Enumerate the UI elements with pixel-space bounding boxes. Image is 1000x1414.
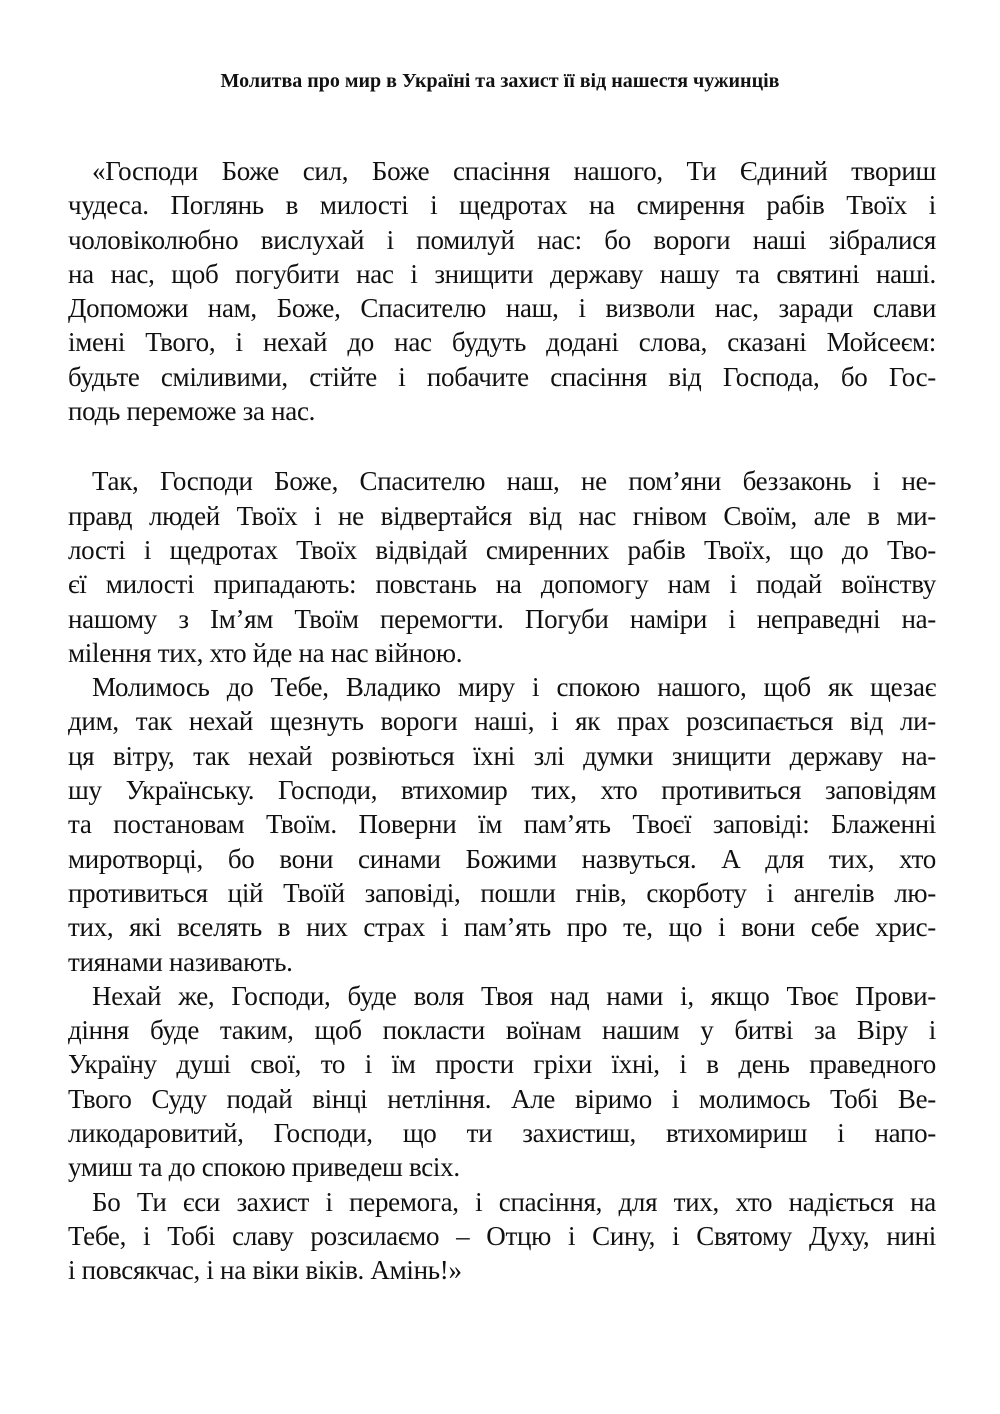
text-line: і повсякчас, і на віки віків. Амінь!»	[68, 1255, 462, 1286]
text-line: міlення тих, хто йде на нас війною.	[68, 637, 463, 668]
paragraph-gap	[68, 428, 936, 464]
text-line: діння буде таким, щоб покласти воїнам нашим у битві за Віру і	[68, 1015, 936, 1046]
paragraph	[68, 670, 936, 979]
text-line: Тебе, і Тобі славу розсилаємо – Отцю і Сину, і Святому Духу, нині	[68, 1220, 936, 1251]
text-line: подь переможе за нас.	[68, 396, 316, 427]
text-line: умиш та до спокою приведеш всіх.	[68, 1152, 460, 1183]
text-line: нашому з Ім’ям Твоїм перемогти. Погуби наміри і неправедні на-	[68, 603, 936, 634]
text-line: Молимось до Тебе, Владико миру і спокою нашого, щоб як щезає	[92, 672, 936, 703]
paragraph	[68, 979, 936, 1185]
prayer-body	[68, 154, 936, 1288]
text-line: шу Українську. Господи, втихомир тих, хто противиться заповідям	[68, 775, 936, 806]
text-line: лості і щедротах Твоїх відвідай смиренних рабів Твоїх, що до Тво-	[68, 534, 936, 565]
text-line: дим, так нехай щезнуть вороги наші, і як прах розсипається від ли-	[68, 706, 936, 737]
text-line: Твого Суду подай вінці нетління. Але віримо і молимось Тобі Ве-	[68, 1083, 936, 1114]
text-line: чудеса. Поглянь в милості і щедротах на смирення рабів Твоїх і	[68, 190, 936, 221]
text-line: противиться цій Твоїй заповіді, пошли гнів, скорботу і ангелів лю-	[68, 877, 936, 908]
text-line: миротворці, бо вони синами Божими назвуться. А для тих, хто	[68, 843, 936, 874]
text-line: на нас, щоб погубити нас і знищити державу нашу та святині наші.	[68, 258, 936, 289]
text-line: Допоможи нам, Боже, Спасителю наш, і визволи нас, заради слави	[68, 293, 936, 324]
text-line: Нехай же, Господи, буде воля Твоя над нами і, якщо Твоє Прови-	[92, 980, 936, 1011]
paragraph	[68, 1185, 936, 1288]
text-line: Україну душі свої, то і їм прости гріхи їхні, і в день праведного	[68, 1049, 936, 1080]
text-line: єї милості припадають: повстань на допомогу нам і подай воїнству	[68, 569, 936, 600]
text-line: правд людей Твоїх і не відвертайся від нас гнівом Своїм, але в ми-	[68, 500, 936, 531]
paragraph	[68, 464, 936, 670]
text-line: ця вітру, так нехай розвіються їхні злі думки знищити державу на-	[68, 740, 936, 771]
text-line: чоловіколюбно вислухай і помилуй нас: бо вороги наші зібралися	[68, 224, 936, 255]
document-title: Молитва про мир в Україні та захист її від нашестя чужинців	[220, 70, 780, 92]
text-line: будьте сміливими, стійте і побачите спасіння від Господа, бо Гос-	[68, 361, 936, 392]
text-line: Бо Ти єси захист і перемога, і спасіння, для тих, хто надіється на	[92, 1186, 936, 1217]
text-line: тиянами називають.	[68, 946, 293, 977]
paragraph	[68, 154, 936, 428]
text-line: Так, Господи Боже, Спасителю наш, не пом’яни беззаконь і не-	[92, 466, 936, 497]
text-line: «Господи Боже сил, Боже спасіння нашого, Ти Єдиний твориш	[92, 156, 936, 186]
text-line: імені Твого, і нехай до нас будуть додані слова, сказані Мойсеєм:	[68, 327, 936, 358]
text-line: та постановам Твоїм. Поверни їм пам’ять Твоєї заповіді: Блаженні	[68, 809, 936, 840]
text-line: тих, які вселять в них страх і пам’ять про те, що і вони себе хрис-	[68, 912, 936, 943]
text-line: ликодаровитий, Господи, що ти захистиш, втихомириш і напо-	[68, 1118, 936, 1149]
